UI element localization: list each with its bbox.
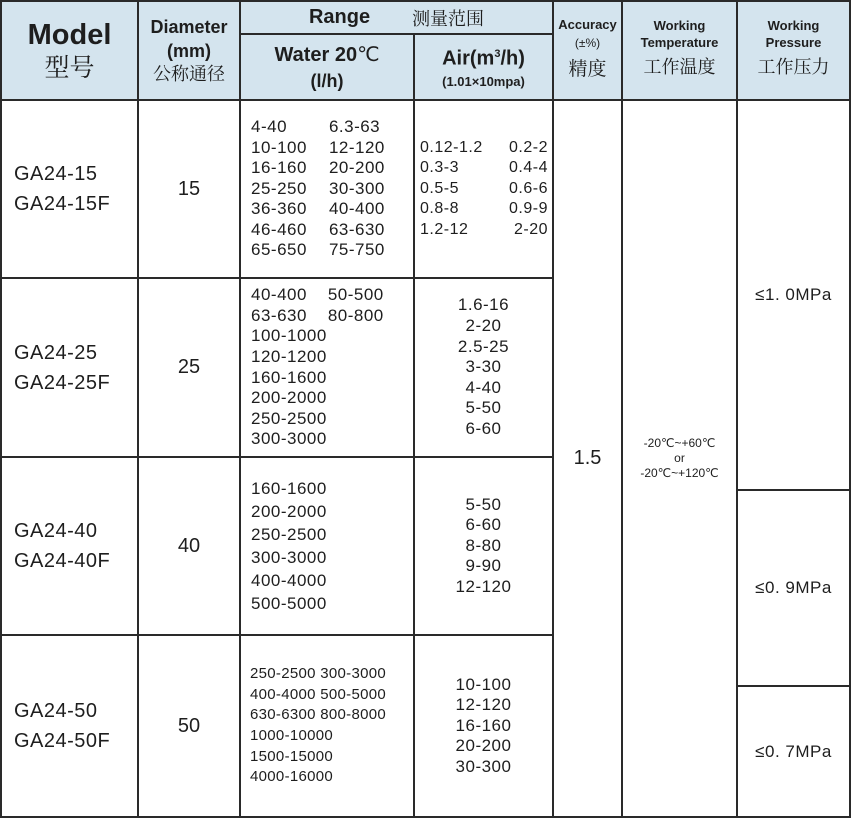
header-air-label: [442, 41, 525, 72]
air-value: 10-100: [455, 674, 512, 694]
air-value: 0.9-9: [509, 200, 548, 218]
row-1-model-a: GA24-15: [14, 163, 98, 185]
water-value: 63-630: [328, 219, 385, 239]
pressure-cell-1: [738, 101, 851, 491]
row-4-model-b: GA24-50F: [14, 730, 111, 752]
water-value: 1500-15000: [250, 747, 334, 765]
air-value: 0.5-5: [420, 179, 459, 197]
water-value: 400-4000: [251, 571, 327, 590]
water-value: 400-4000 500-5000: [250, 685, 387, 703]
row-1-water: [241, 101, 415, 279]
air-value: 16-160: [455, 715, 512, 735]
air-value: 8-80: [465, 535, 502, 555]
air-value: 12-120: [455, 576, 512, 596]
header-model-en: Model: [27, 18, 112, 51]
header-water-label: [274, 41, 379, 68]
water-value: 36-360: [251, 199, 307, 219]
row-1-water-grid: [251, 117, 413, 261]
row-3-model-b: GA24-40F: [14, 550, 111, 572]
row-2-air: [415, 279, 554, 458]
header-pressure-en: Working Pressure: [765, 17, 822, 50]
air-value: 0.3-3: [420, 159, 459, 177]
water-value: 300-3000: [251, 429, 327, 449]
header-water-unit: (l/h): [310, 70, 344, 91]
row-1-model-b: GA24-15F: [14, 193, 111, 215]
water-value: 630-6300 800-8000: [250, 706, 387, 724]
row-3-water: [241, 458, 415, 636]
air-value: 5-50: [465, 494, 502, 514]
water-value: 4000-16000: [250, 768, 334, 786]
air-value: 0.2-2: [509, 138, 548, 156]
air-value: 0.6-6: [509, 179, 548, 197]
header-water-prefix: Water 20: [274, 43, 358, 66]
row-3-model-a: GA24-40: [14, 520, 98, 542]
water-value: 6.3-63: [328, 116, 381, 136]
header-range-en: Range: [308, 6, 371, 28]
pressure-value-1: ≤1. 0MPa: [755, 285, 832, 304]
header-range: [241, 0, 554, 35]
air-value: 12-120: [455, 695, 512, 715]
air-value: 5-50: [465, 398, 502, 418]
water-value: 63-630 80-800: [251, 305, 384, 325]
air-value: 0.12-1.2: [420, 138, 483, 156]
header-diameter-cn: 公称通径: [153, 63, 225, 85]
pressure-cell-2: [738, 491, 851, 687]
header-temperature: [623, 0, 738, 101]
water-value: 120-1200: [251, 346, 327, 366]
water-value: 16-160: [251, 158, 307, 178]
air-value: 6-60: [465, 515, 502, 535]
row-3-model: [0, 458, 139, 636]
water-value: 12-120: [328, 137, 385, 157]
water-value: 500-5000: [251, 594, 327, 613]
row-2-water: [241, 279, 415, 458]
header-diameter-unit: (mm): [167, 40, 211, 61]
header-temperature-en: Working Temperature: [640, 17, 719, 50]
air-value: 2-20: [465, 316, 502, 336]
pressure-cell-3: [738, 687, 851, 818]
air-value: 1.2-12: [420, 220, 469, 238]
water-value: 300-3000: [251, 548, 327, 567]
row-2-model: [0, 279, 139, 458]
row-4-model-a: GA24-50: [14, 700, 98, 722]
row-4-model: [0, 636, 139, 818]
row-2-model-a: GA24-25: [14, 341, 98, 364]
header-accuracy: [554, 0, 623, 101]
header-range-cn: 测量范围: [412, 8, 485, 30]
header-diameter: [139, 0, 241, 101]
row-4-water: [241, 636, 415, 818]
row-4-diameter: 50: [139, 636, 241, 818]
row-4-air: [415, 636, 554, 818]
water-value: 46-460: [251, 219, 307, 239]
water-value: 250-2500: [251, 408, 327, 428]
header-accuracy-cn: 精度: [568, 57, 607, 80]
water-value: 40-400 50-500: [251, 285, 384, 305]
temperature-value-1: -20℃~+60℃: [643, 436, 716, 450]
row-2-diameter: 25: [139, 279, 241, 458]
water-value: 200-2000: [251, 502, 327, 521]
header-water-unit-symbol: ℃: [357, 41, 380, 66]
header-air-prefix: Air(m: [442, 47, 495, 70]
header-air-note: (1.01×10mpa): [442, 74, 525, 90]
pressure-value-3: ≤0. 7MPa: [755, 741, 832, 761]
header-water: [241, 35, 415, 101]
row-1-air-grid: [420, 138, 548, 241]
air-value: 1.6-16: [457, 295, 510, 315]
pressure-value-2: ≤0. 9MPa: [755, 578, 832, 597]
air-value: 0.8-8: [420, 200, 459, 218]
water-value: 160-1600: [251, 479, 327, 498]
air-value: 20-200: [455, 736, 512, 756]
header-air-sup: 3: [494, 47, 501, 60]
water-value: 30-300: [328, 178, 385, 198]
air-value: 3-30: [465, 357, 502, 377]
header-pressure: [738, 0, 851, 101]
air-value: 2.5-25: [457, 336, 510, 356]
water-value: 65-650: [251, 240, 307, 260]
water-value: 200-2000: [251, 388, 327, 408]
temperature-value-3: -20℃~+120℃: [640, 466, 719, 480]
water-value: 4-40: [251, 116, 288, 136]
water-value: 100-1000: [251, 326, 327, 346]
air-value: 4-40: [465, 377, 502, 397]
header-air: [415, 35, 554, 101]
water-value: 160-1600: [251, 367, 327, 387]
header-model: [0, 0, 139, 101]
header-pressure-cn: 工作压力: [757, 56, 830, 78]
water-value: 1000-10000: [250, 727, 334, 744]
air-value: 0.4-4: [509, 159, 548, 177]
row-3-diameter: 40: [139, 458, 241, 636]
header-accuracy-en: Accuracy: [558, 16, 617, 32]
accuracy-cell: [554, 101, 623, 818]
air-value: 2-20: [513, 220, 548, 238]
temperature-cell: [623, 101, 738, 818]
header-temperature-cn: 工作温度: [643, 56, 716, 78]
row-1-air: [415, 101, 554, 279]
header-diameter-en: Diameter: [150, 16, 228, 37]
water-value: 250-2500: [251, 525, 327, 544]
header-model-cn: 型号: [44, 52, 95, 82]
water-value: 75-750: [328, 240, 385, 260]
row-1-model: [0, 101, 139, 279]
temperature-value-2: or: [674, 451, 685, 465]
water-value: 10-100: [251, 137, 307, 157]
row-3-air: [415, 458, 554, 636]
water-value: 40-400: [328, 199, 385, 219]
header-accuracy-unit: (±%): [574, 35, 601, 50]
water-value: 20-200: [328, 158, 385, 178]
air-value: 9-90: [465, 556, 502, 576]
air-value: 6-60: [465, 418, 502, 438]
water-value: 25-250: [251, 178, 307, 198]
row-1-diameter: 15: [139, 101, 241, 279]
accuracy-value: 1.5: [573, 447, 602, 469]
air-value: 30-300: [455, 756, 512, 776]
row-2-model-b: GA24-25F: [14, 371, 111, 394]
header-air-suffix: /h): [500, 47, 525, 70]
water-value: 250-2500 300-3000: [250, 665, 387, 683]
